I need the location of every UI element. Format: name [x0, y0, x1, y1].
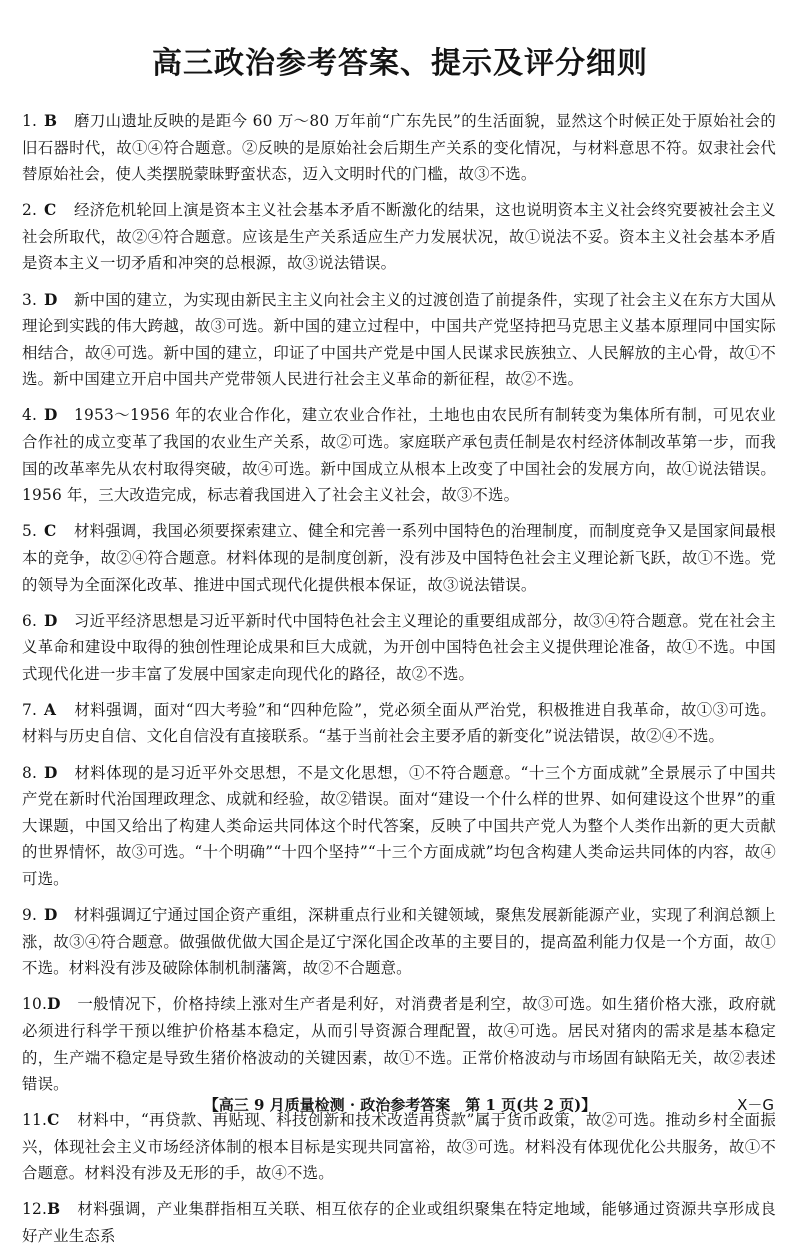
answer-item-9 [22, 902, 776, 982]
answer-item-2 [22, 197, 776, 277]
item-number: 7. [22, 700, 38, 719]
answer-item-7 [22, 697, 776, 750]
item-answer: B [44, 112, 58, 130]
page-footer [0, 1094, 800, 1118]
item-explanation: 材料强调辽宁通过国企资产重组，深耕重点行业和关键领域，聚焦发展新能源产业，实现了利润总额上涨，故③④符合题意。做强做优做大国企是辽宁深化国企改革的主要目的，提高盈利能力仅是一个方面，故①不选。材料没有涉及破除体制机制藩篱，故②不合题意。 [22, 906, 776, 978]
item-number: 1. [22, 112, 38, 130]
item-answer: B [47, 1200, 61, 1219]
answer-item-4 [22, 402, 776, 508]
answer-item-1 [22, 108, 776, 188]
answer-item-12 [22, 1196, 776, 1249]
item-explanation: 材料体现的是习近平外交思想，不是文化思想，①不符合题意。“十三个方面成就”全景展示了中国共产党在新时代治国理政理念、成就和经验，故②错误。面对“建设一个什么样的世界、如何建设这个世界”的重大课题，中国又给出了构建人类命运共同体这个时代答案，反映了中国共产党人为整个人类作出新的更大贡献的世界情怀，故③可选。“十个明确”“十四个坚持”“十三个方面成就”均包含构建人类命运共同体的内容，故④可选。 [22, 763, 776, 888]
item-number: 8. [22, 763, 38, 782]
answer-item-8 [22, 760, 776, 893]
item-number: 3. [22, 290, 38, 309]
answer-item-11 [22, 1107, 776, 1187]
item-number: 5. [22, 522, 38, 541]
answer-item-6 [22, 608, 776, 688]
answer-item-3 [22, 287, 776, 393]
answer-list [22, 108, 776, 1259]
page-title: 高三政治参考答案、提示及评分细则 [152, 46, 648, 81]
item-explanation: 一般情况下，价格持续上涨对生产者是利好，对消费者是利空，故③可选。如生猪价格大涨，政府就必须进行科学干预以维护价格基本稳定，从而引导资源合理配置，故④可选。居民对猪肉的需求是基本稳定的，生产端不稳定是导致生猪价格波动的关键因素，故①不选。正常价格波动与市场固有缺陷无关，故②表述错误。 [22, 995, 776, 1094]
item-number: 10. [22, 995, 48, 1014]
item-answer: D [44, 763, 58, 782]
footer-paper-code: X－G [737, 1096, 774, 1114]
item-number: 6. [22, 611, 38, 630]
item-answer: C [44, 201, 57, 220]
item-number: 4. [22, 406, 38, 425]
item-explanation: 磨刀山遗址反映的是距今 60 万～80 万年前“广东先民”的生活面貌，显然这个时候正处于原始社会的旧石器时代，故①④符合题意。②反映的是原始社会后期生产关系的变化情况，与材料意思不符。奴隶社会代替原始社会，使人类摆脱蒙昧野蛮状态，迈入文明时代的门槛，故③不选。 [22, 112, 776, 184]
answer-item-10 [22, 991, 776, 1097]
item-explanation: 材料强调，面对“四大考验”和“四种危险”，党必须全面从严治党，积极推进自我革命，故①③可选。材料与历史自信、文化自信没有直接联系。“基于当前社会主要矛盾的新变化”说法错误，故②④不选。 [22, 700, 776, 746]
item-explanation: 材料强调，我国必须要探索建立、健全和完善一系列中国特色的治理制度，而制度竞争又是国家间最根本的竞争，故②④符合题意。材料体现的是制度创新，没有涉及中国特色社会主义理论新飞跃，故①不选。党的领导为全面深化改革、推进中国式现代化提供根本保证，故③说法错误。 [22, 522, 776, 594]
item-explanation: 1953～1956 年的农业合作化，建立农业合作社，土地也由农民所有制转变为集体所有制，可见农业合作社的成立变革了我国的农业生产关系，故②可选。家庭联产承包责任制是农村经济体制改革第一步，而我国的改革率先从农村取得突破，故④可选。新中国成立从根本上改变了中国社会的发展方向，故①说法错误。1956 年，三大改造完成，标志着我国进入了社会主义社会，故③不选。 [22, 406, 776, 505]
item-answer: D [44, 611, 58, 630]
item-explanation: 经济危机轮回上演是资本主义社会基本矛盾不断激化的结果，这也说明资本主义社会终究要被社会主义社会所取代，故②④符合题意。应该是生产关系适应生产力发展状况，故①说法不妥。资本主义社会基本矛盾是资本主义一切矛盾和冲突的总根源，故③说法错误。 [22, 201, 776, 273]
item-number: 12. [22, 1200, 48, 1219]
item-answer: D [44, 406, 58, 425]
footer-page-info: 【高三 9 月质量检测 · 政治参考答案 第 1 页(共 2 页)】 [203, 1096, 597, 1114]
item-explanation: 材料强调，产业集群指相互关联、相互依存的企业或组织聚集在特定地域，能够通过资源共享形成良好产业生态系 [22, 1200, 776, 1246]
item-explanation: 习近平经济思想是习近平新时代中国特色社会主义理论的重要组成部分，故③④符合题意。党在社会主义革命和建设中取得的独创性理论成果和巨大成就，为开创中国特色社会主义提供理论准备，故①不选。中国式现代化进一步丰富了发展中国家走向现代化的路径，故②不选。 [22, 611, 776, 683]
answer-item-5 [22, 518, 776, 598]
item-answer: D [44, 290, 58, 309]
item-answer: D [47, 995, 61, 1014]
item-answer: D [44, 906, 58, 925]
item-answer: C [47, 1111, 60, 1130]
item-answer: C [44, 522, 57, 541]
item-explanation: 新中国的建立，为实现由新民主主义向社会主义的过渡创造了前提条件，实现了社会主义在东方大国从理论到实践的伟大跨越，故③可选。新中国的建立过程中，中国共产党坚持把马克思主义基本原理同中国实际相结合，故④可选。新中国的建立，印证了中国共产党是中国人民谋求民族独立、人民解放的主心骨，故①不选。新中国建立开启中国共产党带领人民进行社会主义革命的新征程，故②不选。 [22, 290, 776, 389]
item-explanation: 材料中，“再贷款、再贴现、科技创新和技术改造再贷款”属于货币政策，故②可选。推动乡村全面振兴，体现社会主义市场经济体制的根本目标是实现共同富裕，故③可选。材料没有体现优化公共服务，故①不合题意。材料没有涉及无形的手，故④不选。 [22, 1111, 776, 1183]
item-number: 11. [22, 1111, 48, 1130]
item-number: 2. [22, 201, 38, 220]
item-number: 9. [22, 906, 38, 925]
item-answer: A [44, 700, 57, 719]
